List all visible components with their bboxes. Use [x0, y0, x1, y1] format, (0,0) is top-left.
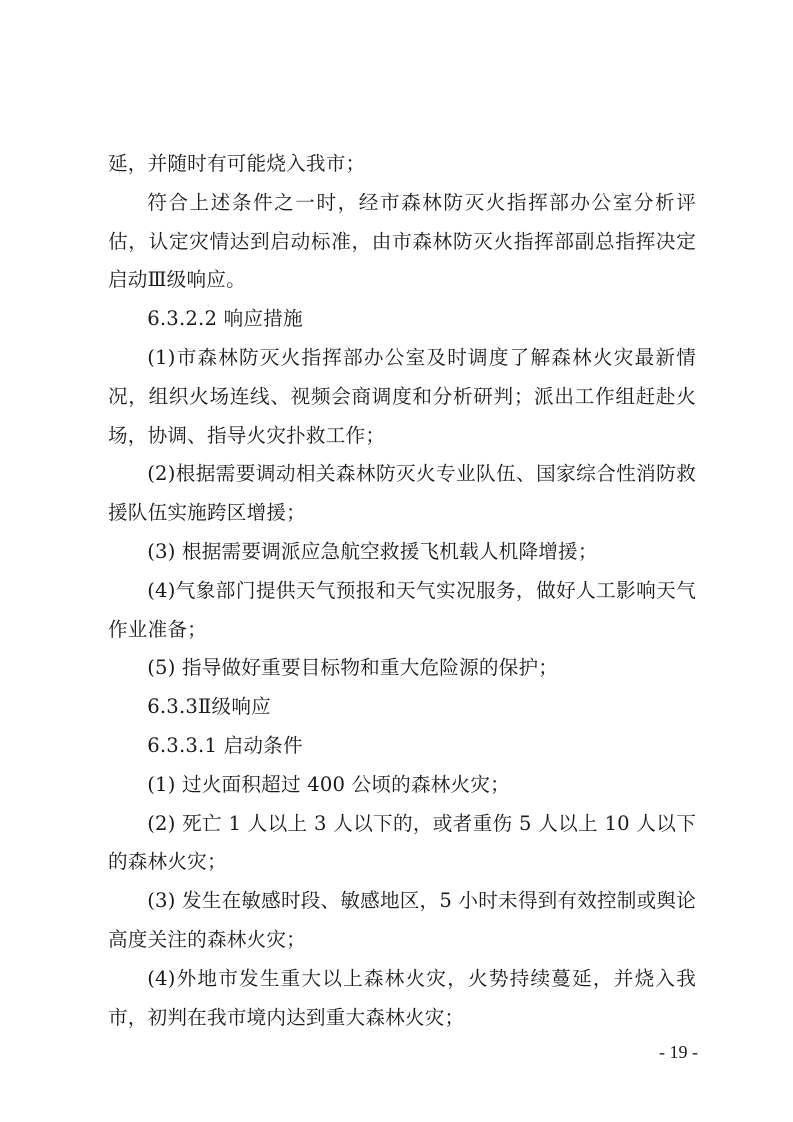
list-item-measure-4: (4)气象部门提供天气预报和天气实况服务，做好人工影响天气作业准备；	[108, 578, 696, 641]
section-heading-6-3-3-1: 6.3.3.1 启动条件	[147, 733, 303, 757]
list-item-condition-1: (1) 过火面积超过 400 公顷的森林火灾；	[147, 772, 510, 796]
section-heading-6-3-2-2: 6.3.2.2 响应措施	[147, 307, 303, 331]
document-body	[108, 145, 696, 1037]
section-heading-6-3-3: 6.3.3Ⅱ级响应	[147, 695, 271, 719]
page-number: - 19 -	[659, 1042, 698, 1062]
list-item-condition-2: (2) 死亡 1 人以上 3 人以下的，或者重伤 5 人以上 10 人以下的森林火灾；	[108, 811, 696, 874]
list-item-measure-2: (2)根据需要调动相关森林防灭火专业队伍、国家综合性消防救援队伍实施跨区增援；	[108, 462, 696, 525]
paragraph-level3-criteria-summary: 符合上述条件之一时，经市森林防灭火指挥部办公室分析评估，认定灾情达到启动标准，由市森林防灭火指挥部副总指挥决定启动Ⅲ级响应。	[108, 190, 696, 292]
list-item-condition-3: (3) 发生在敏感时段、敏感地区，5 小时未得到有效控制或舆论高度关注的森林火灾；	[108, 889, 696, 951]
list-item-measure-5: (5) 指导做好重要目标物和重大危险源的保护；	[147, 656, 559, 680]
paragraph-continuation: 延，并随时有可能烧入我市；	[108, 152, 366, 175]
list-item-measure-1: (1)市森林防灭火指挥部办公室及时调度了解森林火灾最新情况，组织火场连线、视频会商调度和分析研判；派出工作组赶赴火场，协调、指导火灾扑救工作；	[108, 345, 696, 447]
list-item-measure-3: (3) 根据需要调派应急航空救援飞机载人机降增援；	[147, 539, 598, 563]
list-item-condition-4: (4)外地市发生重大以上森林火灾，火势持续蔓延，并烧入我市，初判在我市境内达到重大森林火灾；	[108, 966, 696, 1029]
